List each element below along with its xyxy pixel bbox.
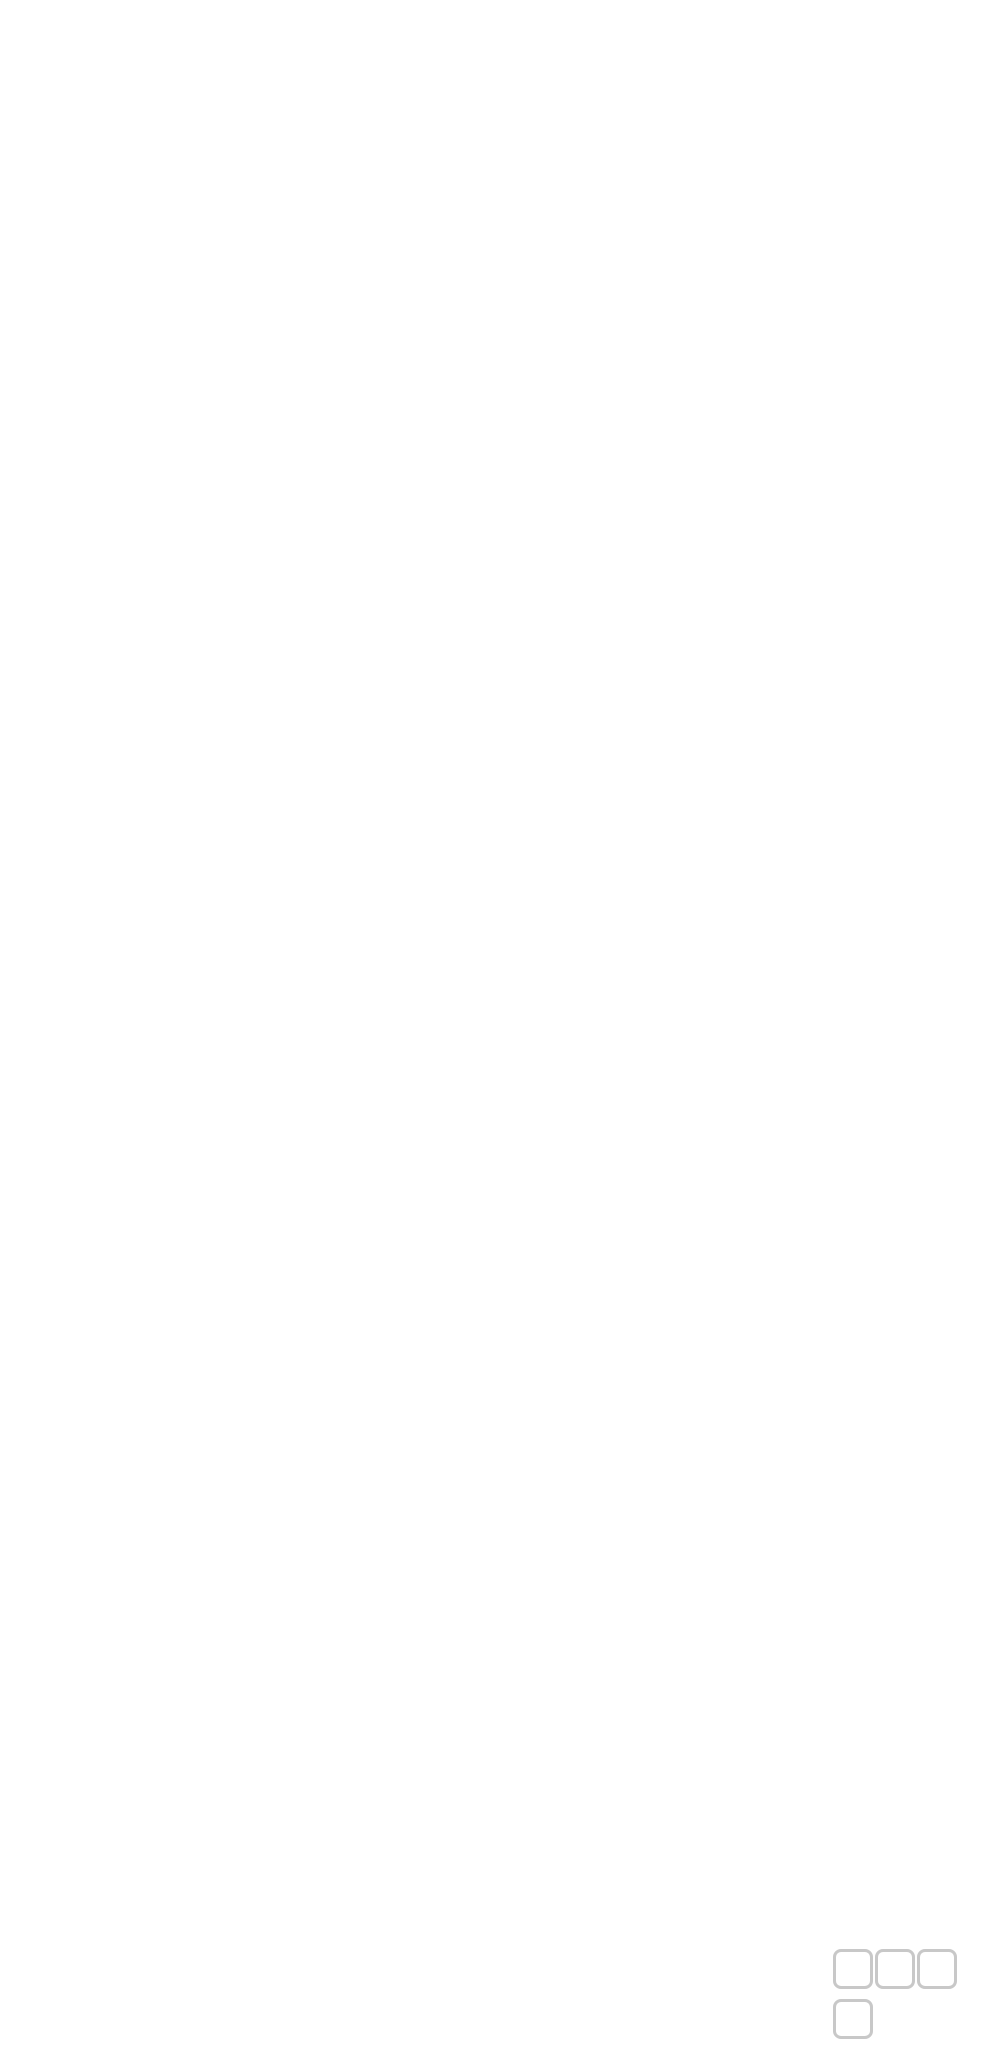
- answer-content: [140, 148, 900, 154]
- watermark-logo-icon: [832, 1946, 982, 1986]
- watermark: [832, 1946, 982, 2006]
